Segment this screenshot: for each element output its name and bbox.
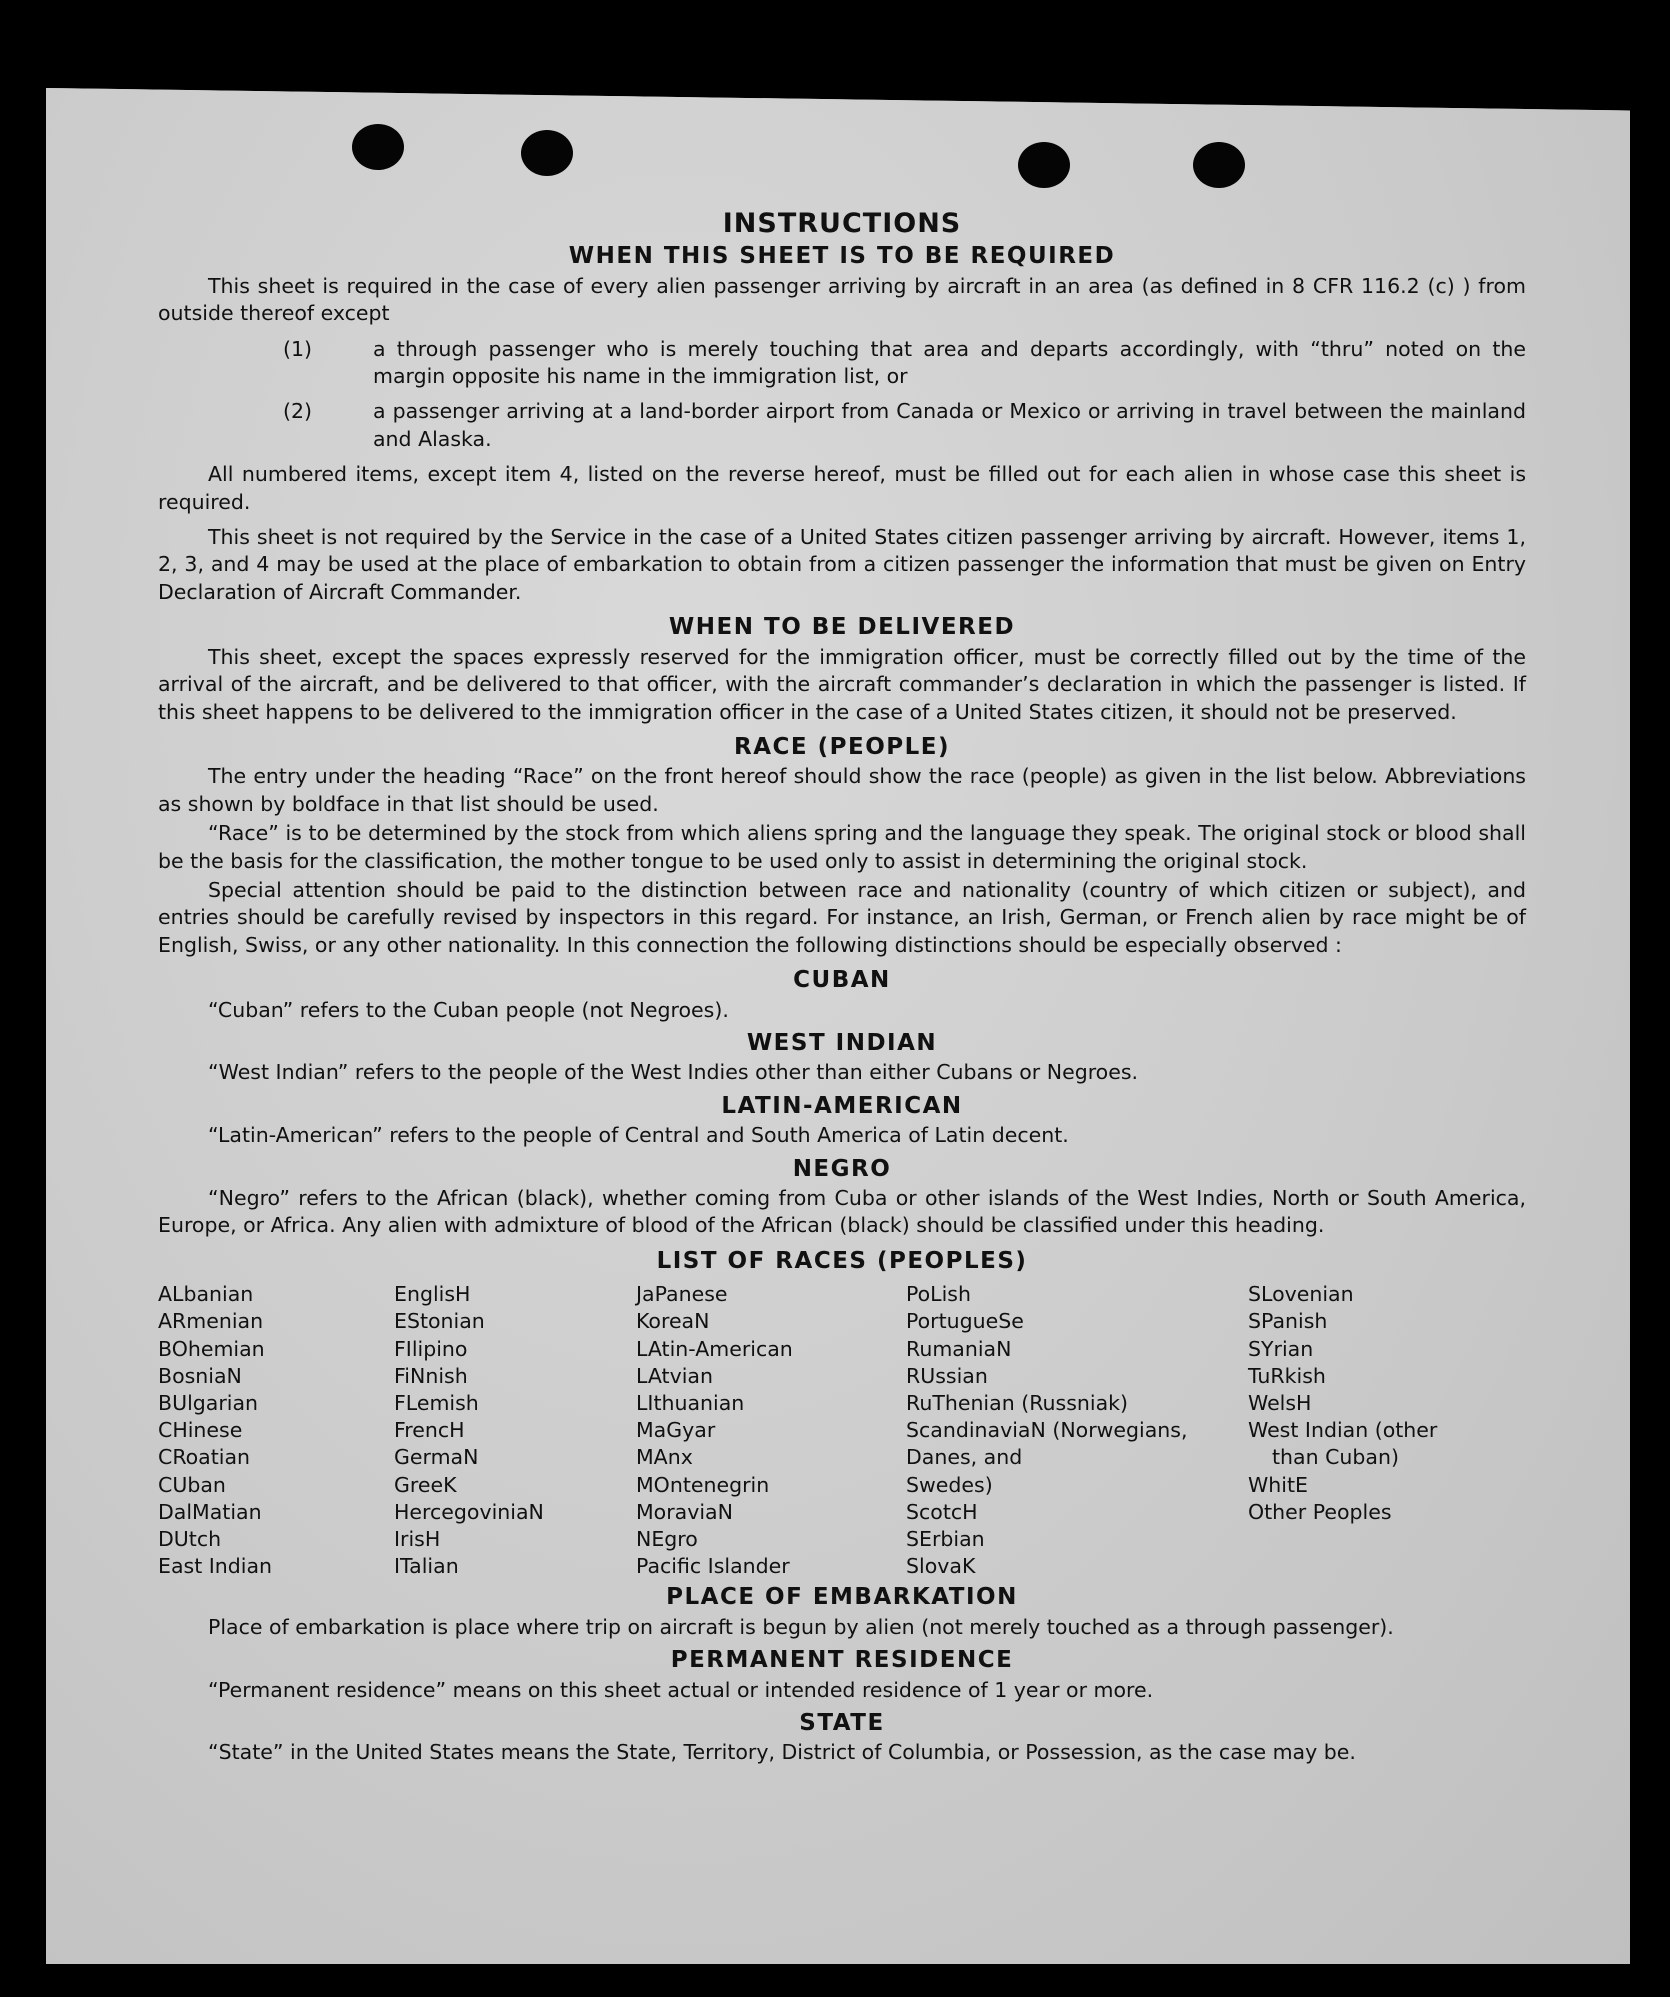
punch-hole: [1018, 142, 1070, 188]
race-entry: SErbian: [906, 1527, 985, 1552]
punch-hole: [1193, 142, 1245, 188]
races-list: [158, 1281, 1526, 1580]
race-entry: HercegoviniaN: [394, 1499, 544, 1524]
race-entry: NEgro: [636, 1527, 698, 1552]
heading-latin-american: LATIN-AMERICAN: [721, 1092, 963, 1119]
punch-hole: [521, 130, 573, 176]
heading-cuban: CUBAN: [793, 967, 891, 994]
race-entry: GreeK: [394, 1472, 457, 1497]
race-para3: Special attention should be paid to the distinction between race and nationality (country of which citizen or subject), and entries should be carefully revised by inspectors in this regard. For instance, an Irish, German, or French alien by race might be of English, Swiss, or any other nationality. In this connection the following distinctions should be especially observed :: [158, 877, 1526, 957]
item-text: a through passenger who is merely touching that area and departs accordingly, with “thru” noted on the margin opposite his name in the immigration list, or: [373, 336, 1526, 389]
race-entry: CHinese: [158, 1418, 243, 1443]
heading-race: RACE (PEOPLE): [734, 733, 950, 760]
race-entry: FLemish: [394, 1391, 479, 1416]
required-intro: This sheet is required in the case of every alien passenger arriving by aircraft in an area (as defined in 8 CFR 116.2 (c) ) from outside thereof except: [158, 273, 1526, 326]
race-entry: SLovenian: [1248, 1282, 1354, 1307]
race-entry: MoraviaN: [636, 1499, 733, 1524]
race-entry: BOhemian: [158, 1336, 265, 1361]
race-entry: ITalian: [394, 1554, 459, 1579]
race-entry: DalMatian: [158, 1499, 262, 1524]
race-entry: RUssian: [906, 1363, 988, 1388]
punch-hole: [352, 124, 404, 170]
race-entry: LAtin-American: [636, 1336, 793, 1361]
item-text: a passenger arriving at a land-border airport from Canada or Mexico or arriving in travel between the mainland and Alaska.: [373, 399, 1526, 451]
item-number: (1): [283, 336, 313, 361]
race-entry: MOntenegrin: [636, 1472, 770, 1497]
race-entry: than Cuban): [1272, 1445, 1399, 1470]
heading-west-indian: WEST INDIAN: [746, 1029, 938, 1056]
heading-state: STATE: [799, 1710, 885, 1737]
race-entry: GermaN: [394, 1445, 479, 1470]
race-entry: WelsH: [1248, 1391, 1312, 1416]
race-entry: RuThenian (Russniak): [906, 1391, 1128, 1416]
race-entry: SYrian: [1248, 1336, 1314, 1361]
races-column: [1248, 1281, 1498, 1580]
race-entry: ScotcH: [906, 1499, 978, 1524]
race-entry: DUtch: [158, 1527, 222, 1552]
race-entry: Swedes): [906, 1472, 993, 1497]
heading-residence: PERMANENT RESIDENCE: [670, 1647, 1014, 1674]
race-entry: MaGyar: [636, 1418, 716, 1443]
race-entry: KoreaN: [636, 1309, 710, 1334]
race-entry: West Indian (other: [1248, 1418, 1438, 1443]
heading-embarkation: PLACE OF EMBARKATION: [666, 1584, 1018, 1611]
west-indian-text: “West Indian” refers to the people of the West Indies other than either Cubans or Negroes.: [208, 1060, 1139, 1085]
race-entry: WhitE: [1248, 1472, 1308, 1497]
race-entry: SPanish: [1248, 1309, 1328, 1334]
race-entry: ALbanian: [158, 1282, 254, 1307]
list-item: [158, 336, 1526, 391]
races-column: [906, 1281, 1248, 1580]
race-entry: PoLish: [906, 1282, 971, 1307]
race-para1: The entry under the heading “Race” on the front hereof should show the race (people) as given in the list below. Abbreviations as shown by boldface in that list should be used.: [158, 764, 1526, 816]
race-entry: Danes, and: [906, 1445, 1023, 1470]
required-para3: This sheet is not required by the Service in the case of a United States citizen passenger arriving by aircraft. However, items 1, 2, 3, and 4 may be used at the place of embarkation to obtain from a citizen passenger the information that must be given on Entry Declaration of Aircraft Commander.: [158, 525, 1526, 604]
race-entry: CRoatian: [158, 1445, 251, 1470]
negro-text: “Negro” refers to the African (black), whether coming from Cuba or other islands of the West Indies, North or South America, Europe, or Africa. Any alien with admixture of blood of the African (black) should be classified under this heading.: [158, 1186, 1526, 1238]
instructions-content: [158, 210, 1526, 1773]
heading-negro: NEGRO: [792, 1155, 892, 1182]
race-entry: CUban: [158, 1472, 226, 1497]
race-entry: FIlipino: [394, 1336, 468, 1361]
races-column: [158, 1281, 394, 1580]
race-entry: RumaniaN: [906, 1336, 1012, 1361]
item-number: (2): [283, 399, 313, 424]
race-entry: FrencH: [394, 1418, 465, 1443]
race-entry: FiNnish: [394, 1363, 468, 1388]
race-para2: “Race” is to be determined by the stock from which aliens spring and the language they speak. The original stock or blood shall be the basis for the classification, the mother tongue to be used only to assist in determining the original stock.: [158, 821, 1526, 873]
race-entry: LAtvian: [636, 1363, 713, 1388]
race-entry: ScandinaviaN (Norwegians,: [906, 1418, 1188, 1443]
race-entry: TuRkish: [1248, 1363, 1326, 1388]
race-entry: BUlgarian: [158, 1391, 259, 1416]
races-column: [394, 1281, 636, 1580]
heading-list-of-races: LIST OF RACES (PEOPLES): [656, 1247, 1028, 1274]
state-text: “State” in the United States means the State, Territory, District of Columbia, or Possession, as the case may be.: [208, 1740, 1356, 1765]
race-entry: PortugueSe: [906, 1309, 1024, 1334]
race-entry: MAnx: [636, 1445, 693, 1470]
heading-delivered: WHEN TO BE DELIVERED: [668, 614, 1016, 641]
race-entry: Other Peoples: [1248, 1499, 1392, 1524]
race-entry: East Indian: [158, 1554, 273, 1579]
latin-american-text: “Latin-American” refers to the people of Central and South America of Latin decent.: [208, 1123, 1069, 1148]
races-column: [636, 1281, 906, 1580]
cuban-text: “Cuban” refers to the Cuban people (not Negroes).: [208, 997, 729, 1022]
race-entry: SlovaK: [906, 1554, 976, 1579]
list-item: [158, 398, 1526, 453]
embarkation-text: Place of embarkation is place where trip on aircraft is begun by alien (not merely touched as a through passenger).: [208, 1614, 1394, 1639]
race-entry: IrisH: [394, 1527, 441, 1552]
race-entry: JaPanese: [636, 1282, 728, 1307]
race-entry: ARmenian: [158, 1309, 264, 1334]
residence-text: “Permanent residence” means on this sheet actual or intended residence of 1 year or more.: [208, 1677, 1154, 1702]
required-para2: All numbered items, except item 4, listed on the reverse hereof, must be filled out for each alien in whose case this sheet is required.: [158, 462, 1526, 514]
race-entry: LIthuanian: [636, 1391, 745, 1416]
race-entry: EStonian: [394, 1309, 485, 1334]
page-title: INSTRUCTIONS: [722, 208, 962, 239]
delivered-text: This sheet, except the spaces expressly reserved for the immigration officer, must be correctly filled out by the time of the arrival of the aircraft, and be delivered to that officer, with the aircraft commander’s declaration in which the passenger is listed. If this sheet happens to be delivered to the immigration officer in the case of a United States citizen, it should not be preserved.: [158, 644, 1526, 724]
race-entry: BosniaN: [158, 1363, 242, 1388]
heading-required: WHEN THIS SHEET IS TO BE REQUIRED: [568, 243, 1116, 270]
race-entry: EnglisH: [394, 1282, 471, 1307]
race-entry: Pacific Islander: [636, 1554, 790, 1579]
